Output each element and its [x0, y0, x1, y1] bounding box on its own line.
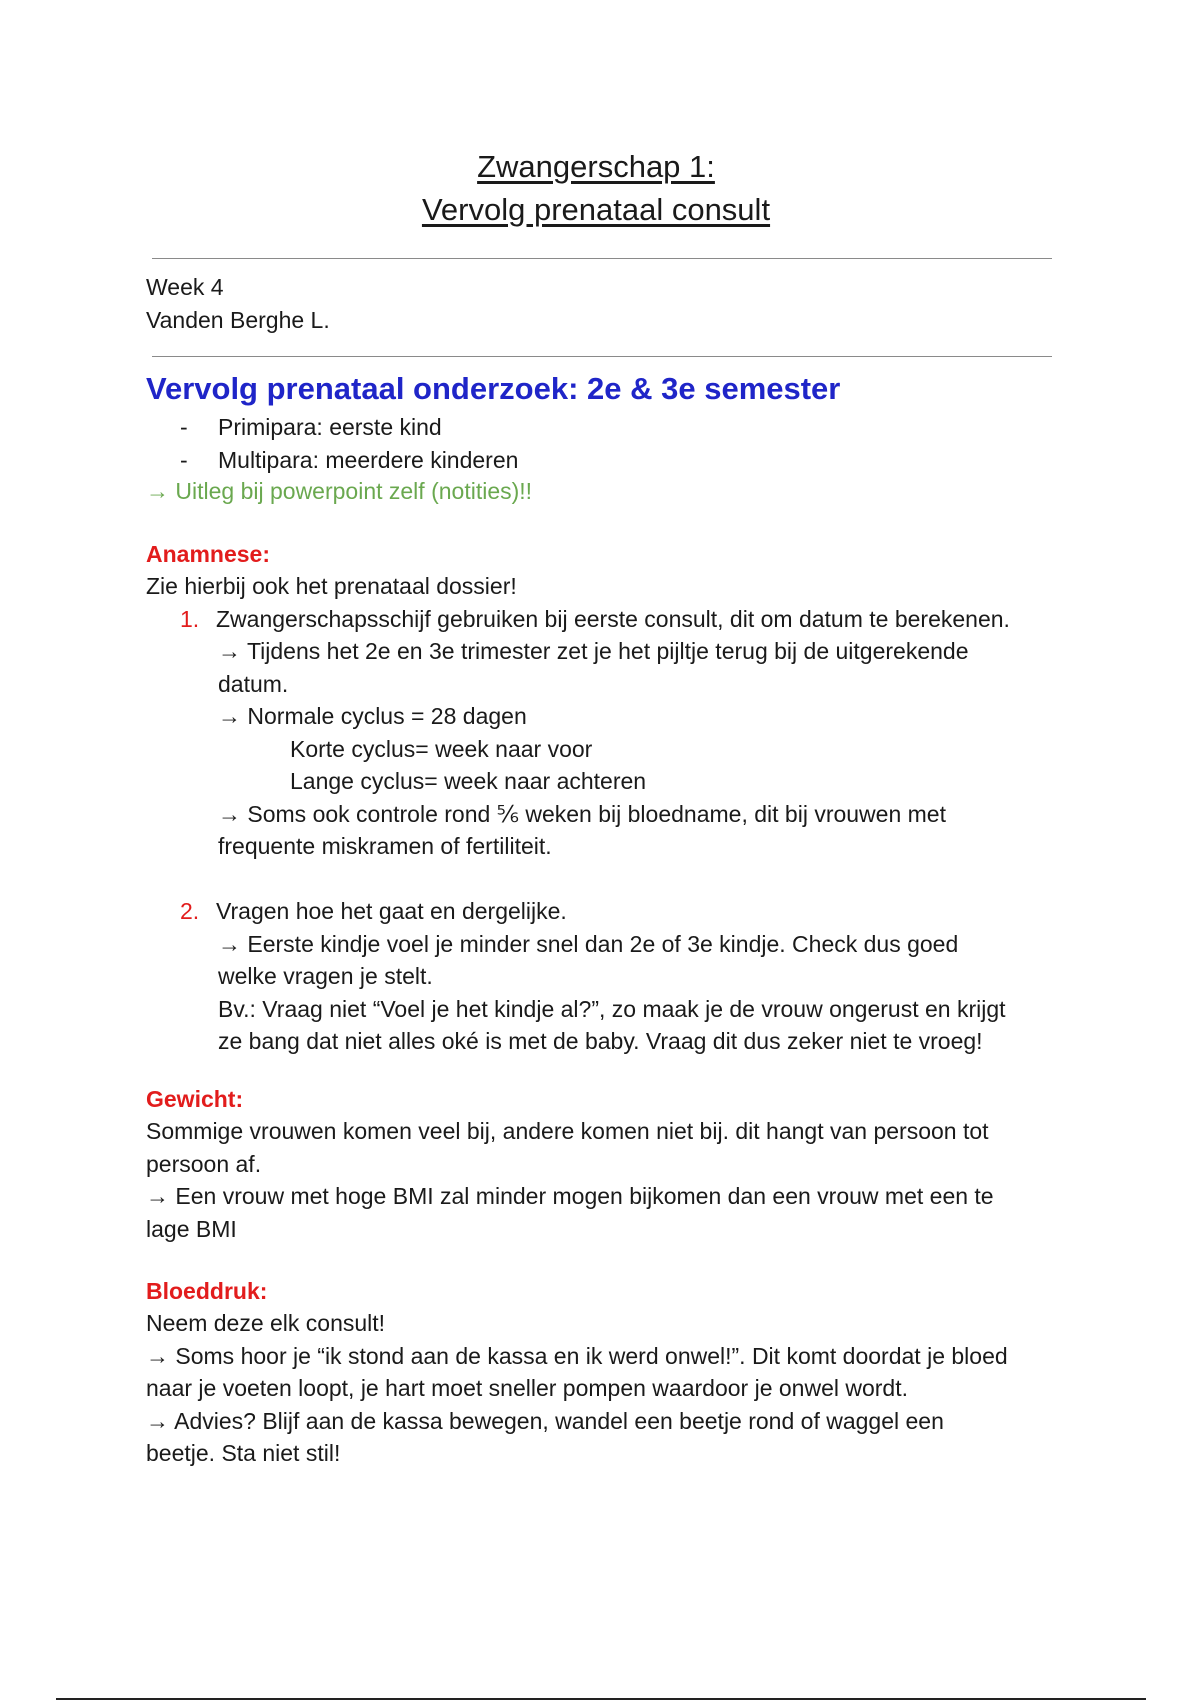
anamnese-intro: Zie hierbij ook het prenataal dossier!: [146, 573, 517, 599]
item2-line4: Bv.: Vraag niet “Voel je het kindje al?”, zo maak je de vrouw ongerust en krijgt: [218, 995, 1006, 1022]
meta-week: Week 4: [146, 274, 224, 300]
item-number: 1.: [180, 605, 200, 632]
bloeddruk-heading: Bloeddruk:: [146, 1278, 268, 1304]
divider-top: [152, 258, 1052, 259]
green-note: → Uitleg bij powerpoint zelf (notities)!!: [146, 478, 533, 504]
bullet-text: Primipara: eerste kind: [218, 414, 442, 440]
cycle-short: Korte cyclus= week naar voor: [290, 735, 593, 762]
bloeddruk-line5: beetje. Sta niet stil!: [146, 1440, 341, 1466]
item1-line1: Zwangerschapsschijf gebruiken bij eerste consult, dit om datum te berekenen.: [216, 605, 1010, 632]
meta-author: Vanden Berghe L.: [146, 306, 330, 333]
bullet-text: Multipara: meerdere kinderen: [218, 446, 519, 473]
item1-line4: → Soms ook controle rond ⅚ weken bij bloedname, dit bij vrouwen met: [218, 800, 946, 827]
list-item: [146, 895, 1010, 928]
item2-line5: ze bang dat niet alles oké is met de baby. Vraag dit dus zeker niet te vroeg!: [218, 1028, 983, 1054]
bloeddruk-line2: → Soms hoor je “ik stond aan de kassa en ik werd onwel!”. Dit komt doordat je bloed: [146, 1342, 1008, 1369]
item-number: 2.: [180, 898, 200, 924]
gewicht-line4: lage BMI: [146, 1215, 237, 1242]
gewicht-section: [146, 1115, 994, 1245]
bullet-dash: -: [180, 446, 188, 473]
cycle-row-1: [146, 700, 1010, 733]
item1-line3: datum.: [218, 670, 289, 697]
bloeddruk-line4: → Advies? Blijf aan de kassa bewegen, wandel een beetje rond of waggel een: [146, 1407, 944, 1434]
title-line-1: Zwangerschap 1:: [477, 149, 715, 184]
anamnese-heading: Anamnese:: [146, 541, 270, 567]
bloeddruk-section: [146, 1307, 1008, 1470]
bloeddruk-line3: naar je voeten loopt, je hart moet sneller pompen waardoor je onwel wordt.: [146, 1375, 908, 1401]
arrow-glyph: →: [218, 703, 241, 729]
item2-line3: welke vragen je stelt.: [218, 963, 433, 989]
gewicht-line2: persoon af.: [146, 1150, 262, 1177]
list-item: [180, 444, 518, 477]
cycle-long: Lange cyclus= week naar achteren: [290, 768, 647, 794]
anamnese-section: [146, 570, 1010, 1058]
section-title: Vervolg prenataal onderzoek: 2e & 3e semester: [146, 371, 841, 406]
document-title: [146, 145, 1046, 231]
item2-line2: → Eerste kindje voel je minder snel dan 2e of 3e kindje. Check dus goed: [218, 930, 959, 957]
gewicht-line3: → Een vrouw met hoge BMI zal minder mogen bijkomen dan een vrouw met een te: [146, 1183, 994, 1209]
bullet-list: [180, 411, 518, 476]
item1-line2: → Tijdens het 2e en 3e trimester zet je het pijltje terug bij de uitgerekende: [218, 638, 969, 664]
bloeddruk-line1: Neem deze elk consult!: [146, 1310, 386, 1336]
item1-line5: frequente miskramen of fertiliteit.: [218, 833, 552, 859]
title-line-2: Vervolg prenataal consult: [421, 192, 771, 227]
list-item: [146, 603, 1010, 636]
spacer: [146, 863, 1010, 896]
gewicht-line1: Sommige vrouwen komen veel bij, andere komen niet bij. dit hangt van persoon tot: [146, 1118, 989, 1144]
item2-line1: Vragen hoe het gaat en dergelijke.: [216, 898, 567, 924]
meta-block: [146, 271, 330, 336]
cycle-normal: Normale cyclus = 28 dagen: [247, 703, 527, 729]
gewicht-heading: Gewicht:: [146, 1086, 244, 1112]
divider-bottom: [152, 356, 1052, 357]
bullet-dash: -: [180, 414, 188, 440]
list-item: [180, 411, 518, 444]
